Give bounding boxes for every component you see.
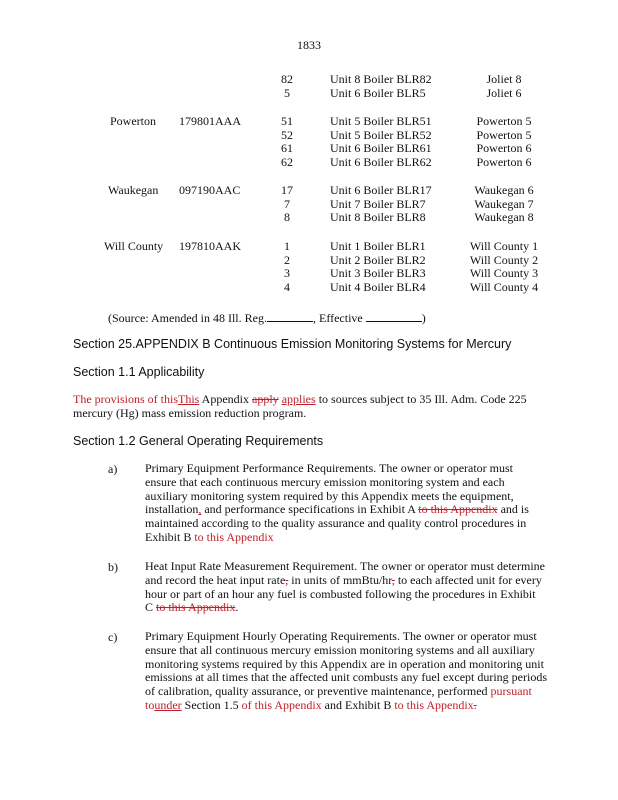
blank-line xyxy=(267,311,313,322)
unit-description: Unit 7 Boiler BLR7 xyxy=(330,196,426,211)
body-text: and performance specifications in Exhibit A xyxy=(201,502,419,517)
unit-description: Unit 5 Boiler BLR52 xyxy=(330,127,432,142)
body-text: to sources subject to 35 Ill. Adm. Code 225 mercury (Hg) mass emission reduction program. xyxy=(73,392,527,420)
unit-description: Unit 4 Boiler BLR4 xyxy=(330,279,426,294)
site-id: 097190AAC xyxy=(179,183,241,197)
site-name: Will County xyxy=(104,239,164,253)
unit-description: Unit 8 Boiler BLR8 xyxy=(330,210,426,224)
unit-description: Unit 3 Boiler BLR3 xyxy=(330,266,426,280)
source-suffix: ) xyxy=(421,311,426,325)
amend-text: to this Appendix xyxy=(194,529,274,544)
deleted-text: . xyxy=(473,697,477,712)
source-prefix: (Source: Amended in 48 Ill. Reg. xyxy=(108,311,267,325)
unit-number: 4 xyxy=(284,279,290,294)
body-text: to each affected unit for every hour or part of an hour any fuel is combusted following the procedures in Exhibit C xyxy=(145,572,542,615)
unit-number: 8 xyxy=(284,210,290,224)
unit-location: Waukegan 8 xyxy=(474,210,534,224)
unit-number: 82 xyxy=(281,72,293,86)
inserted-text: This xyxy=(178,392,200,406)
item-c-marker: c) xyxy=(108,630,118,644)
unit-location: Will County 3 xyxy=(469,266,539,280)
body-text: . xyxy=(235,600,239,615)
unit-location: Waukegan 6 xyxy=(474,183,534,197)
unit-location: Powerton 6 xyxy=(476,141,532,155)
unit-location: Will County 4 xyxy=(469,279,539,294)
unit-description: Unit 6 Boiler BLR61 xyxy=(330,141,432,155)
item-c-paragraph xyxy=(145,630,547,713)
site-name: Waukegan xyxy=(108,183,159,197)
unit-description: Unit 6 Boiler BLR5 xyxy=(330,86,426,100)
body-text: Appendix xyxy=(199,392,253,406)
site-name: Powerton xyxy=(110,114,156,128)
body-text: and is maintained according to the quality assurance and quality control procedures in Exhibit B xyxy=(145,502,529,544)
unit-description: Unit 1 Boiler BLR1 xyxy=(330,239,426,253)
unit-number: 2 xyxy=(284,252,290,267)
unit-number: 17 xyxy=(281,183,293,197)
item-b-marker: b) xyxy=(108,560,118,574)
applicability-paragraph xyxy=(73,393,543,421)
unit-description: Unit 2 Boiler BLR2 xyxy=(330,252,426,267)
amend-text: of this Appendix xyxy=(241,697,322,712)
inserted-text: , xyxy=(198,502,202,517)
deleted-text: , xyxy=(285,572,289,587)
deleted-text: to this Appendix xyxy=(418,502,498,517)
deleted-text: , xyxy=(391,572,395,587)
unit-number: 7 xyxy=(284,196,290,211)
unit-location: Joliet 6 xyxy=(486,86,522,100)
unit-location: Waukegan 7 xyxy=(474,196,534,211)
unit-number: 5 xyxy=(284,86,290,100)
unit-number: 3 xyxy=(284,266,290,280)
item-b-paragraph xyxy=(145,560,545,615)
unit-description: Unit 6 Boiler BLR62 xyxy=(330,154,432,169)
section-1-2-heading: Section 1.2 General Operating Requirements xyxy=(73,434,324,448)
unit-number: 62 xyxy=(281,154,293,169)
unit-location: Will County 1 xyxy=(469,239,539,253)
unit-description: Unit 8 Boiler BLR82 xyxy=(330,72,432,86)
body-text: Section 1.5 xyxy=(181,697,242,712)
amend-text: to this Appendix xyxy=(394,697,474,712)
amend-text: The provisions of this xyxy=(73,392,178,406)
site-id: 197810AAK xyxy=(179,239,241,253)
section-25-heading: Section 25.APPENDIX B Continuous Emission Monitoring Systems for Mercury xyxy=(73,337,512,351)
item-a-paragraph xyxy=(145,462,545,545)
body-text: Primary Equipment Hourly Operating Requirements. The owner or operator must ensure that all continuous mercury emission monitoring systems and all auxiliary monitoring systems required by this Appendix are in operation and monitoring unit emissions at all times that the affected unit combusts any fuel except during periods of calibration, quality assurance, or preventive maintenance, performed xyxy=(145,629,548,699)
inserted-text: applies xyxy=(281,392,316,406)
blank-line xyxy=(366,311,422,322)
unit-location: Powerton 6 xyxy=(476,154,532,169)
unit-number: 52 xyxy=(281,127,293,142)
unit-number: 1 xyxy=(284,239,290,253)
source-note xyxy=(108,311,426,326)
unit-description: Unit 6 Boiler BLR17 xyxy=(330,183,432,197)
amend-text: pursuant to xyxy=(145,684,532,712)
item-a-marker: a) xyxy=(108,462,118,476)
unit-location: Powerton 5 xyxy=(476,127,532,142)
deleted-text: to this Appendix xyxy=(156,600,236,615)
unit-location: Powerton 5 xyxy=(476,114,532,128)
body-text: and Exhibit B xyxy=(321,697,395,712)
body-text: Primary Equipment Performance Requirements. The owner or operator must ensure that each continuous mercury emission monitoring system and each auxiliary monitoring system required by this Appendix meets the equipment, installation xyxy=(145,461,514,517)
unit-number: 61 xyxy=(281,141,293,155)
unit-number: 51 xyxy=(281,114,293,128)
site-id: 179801AAA xyxy=(179,114,241,128)
section-1-1-heading: Section 1.1 Applicability xyxy=(73,365,205,379)
source-middle: , Effective xyxy=(312,311,363,325)
body-text: Heat Input Rate Measurement Requirement. The owner or operator must determine and record the heat input rate xyxy=(145,559,545,587)
deleted-text: apply xyxy=(252,392,279,406)
page-number: 1833 xyxy=(297,38,321,52)
inserted-text: under xyxy=(154,697,182,712)
unit-location: Joliet 8 xyxy=(486,72,522,86)
body-text: in units of mmBtu/hr xyxy=(288,572,392,587)
unit-location: Will County 2 xyxy=(469,252,539,267)
unit-description: Unit 5 Boiler BLR51 xyxy=(330,114,432,128)
